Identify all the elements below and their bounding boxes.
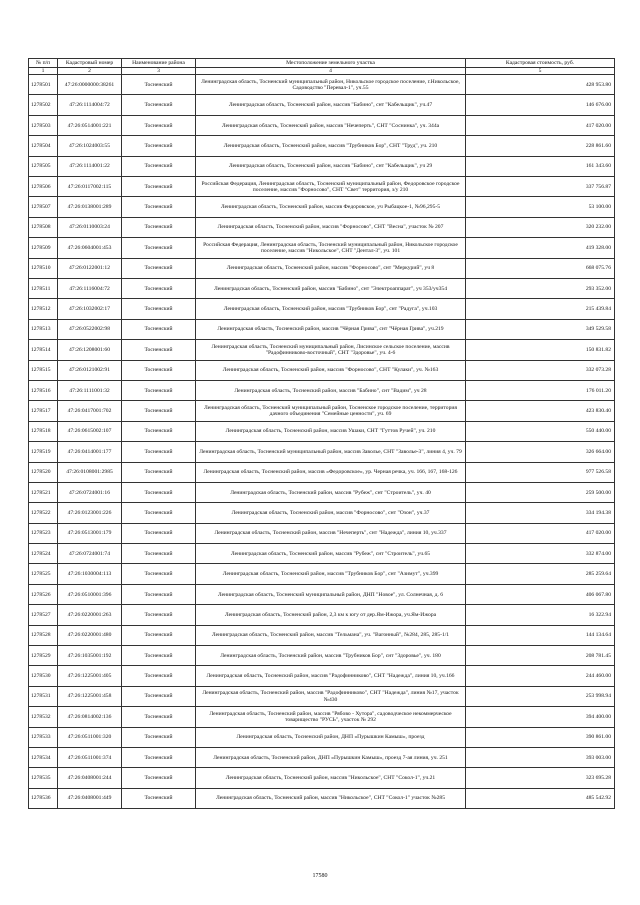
row-index: 1278531 xyxy=(29,686,58,706)
location: Ленинградская область, Тосненский район, массив "Бабино", снт "Кабельщик", уч 29 xyxy=(196,156,466,176)
document xyxy=(28,58,614,809)
table-row xyxy=(29,299,615,319)
cadastral-number: 47:26:0511001:374 xyxy=(58,747,122,767)
location: Ленинградская область, Тосненский район, массив "Трубников Бор", снт "Азимут", уч.399 xyxy=(196,564,466,584)
table-row xyxy=(29,462,615,482)
cadastral-number: 47:26:1225001:405 xyxy=(58,666,122,686)
location: Ленинградская область, Тосненский район, массив "Рубеж", снт "Строитель", уч.65 xyxy=(196,544,466,564)
district-name: Тосненский xyxy=(122,727,196,747)
cadastral-value: 428 953.80 xyxy=(466,75,615,95)
table-row xyxy=(29,238,615,258)
district-name: Тосненский xyxy=(122,401,196,421)
district-name: Тосненский xyxy=(122,462,196,482)
location: Ленинградская область, Тосненский район, массив "Форносово", снт "Озон", уч.37 xyxy=(196,503,466,523)
table-row xyxy=(29,747,615,767)
cadastral-number: 47:26:0511001:320 xyxy=(58,727,122,747)
table-row xyxy=(29,156,615,176)
table-body xyxy=(29,75,615,809)
district-name: Тосненский xyxy=(122,523,196,543)
table-row xyxy=(29,177,615,197)
cadastral-number: 47:26:0510001:396 xyxy=(58,584,122,604)
row-index: 1278523 xyxy=(29,523,58,543)
header-number: 5 xyxy=(466,68,615,75)
table-row xyxy=(29,727,615,747)
cadastral-value: 16 322.94 xyxy=(466,605,615,625)
row-index: 1278527 xyxy=(29,605,58,625)
cadastral-number: 47:26:0417001:702 xyxy=(58,401,122,421)
row-index: 1278521 xyxy=(29,482,58,502)
cadastral-value: 349 529.58 xyxy=(466,319,615,339)
header-number: 2 xyxy=(58,68,122,75)
table-row xyxy=(29,707,615,727)
row-index: 1278528 xyxy=(29,625,58,645)
location: Ленинградская область, Тосненский район, массив "Форносово", СНТ "Кулаки", уч. №163 xyxy=(196,360,466,380)
row-index: 1278509 xyxy=(29,238,58,258)
district-name: Тосненский xyxy=(122,95,196,115)
cadastral-value: 393 003.00 xyxy=(466,747,615,767)
location: Ленинградская область, Тосненский район, 2,3 км к югу от дер.Ям-Ижора, уч.Ям-Ижора xyxy=(196,605,466,625)
row-index: 1278526 xyxy=(29,584,58,604)
location: Ленинградская область, Тосненский муниципальный район, массив Заволье, СНТ "Заволье-3", линия 4, уч. 79 xyxy=(196,442,466,462)
cadastral-value: 550 440.00 xyxy=(466,421,615,441)
cadastral-value: 320 232.00 xyxy=(466,217,615,237)
table-row xyxy=(29,136,615,156)
row-index: 1278501 xyxy=(29,75,58,95)
location: Ленинградская область, Тосненский район, массив "Трубников Бор", снт "Радуга", уч.103 xyxy=(196,299,466,319)
cadastral-number: 47:26:0522002:98 xyxy=(58,319,122,339)
district-name: Тосненский xyxy=(122,564,196,584)
cadastral-value: 53 100.00 xyxy=(466,197,615,217)
district-name: Тосненский xyxy=(122,646,196,666)
cadastral-number: 47:26:0814002:136 xyxy=(58,707,122,727)
table-row xyxy=(29,686,615,706)
row-index: 1278535 xyxy=(29,768,58,788)
cadastral-value: 332 874.00 xyxy=(466,544,615,564)
district-name: Тосненский xyxy=(122,319,196,339)
table-row xyxy=(29,279,615,299)
row-index: 1278529 xyxy=(29,646,58,666)
cadastral-number: 47:26:0408001:449 xyxy=(58,788,122,808)
table-row xyxy=(29,625,615,645)
cadastral-value: 285 259.64 xyxy=(466,564,615,584)
table-row xyxy=(29,421,615,441)
page-number: 17580 xyxy=(312,873,328,879)
table-row xyxy=(29,115,615,135)
cadastral-number: 47:26:1030004:113 xyxy=(58,564,122,584)
cadastral-value: 419 328.00 xyxy=(466,238,615,258)
row-index: 1278513 xyxy=(29,319,58,339)
district-name: Тосненский xyxy=(122,340,196,360)
cadastral-number: 47:26:1032002:17 xyxy=(58,299,122,319)
cadastral-number: 47:26:0513001:179 xyxy=(58,523,122,543)
cadastral-value: 161 343.60 xyxy=(466,156,615,176)
header-value: Кадастровая стоимость, руб. xyxy=(466,59,615,68)
cadastral-number: 47:26:0220001:263 xyxy=(58,605,122,625)
cadastral-number: 47:26:0117002:115 xyxy=(58,177,122,197)
table-row xyxy=(29,380,615,400)
district-name: Тосненский xyxy=(122,299,196,319)
header-index: № п/п xyxy=(29,59,58,68)
district-name: Тосненский xyxy=(122,136,196,156)
cadastral-number: 47:26:0000000:38261 xyxy=(58,75,122,95)
header-number: 1 xyxy=(29,68,58,75)
cadastral-number: 47:26:0408001:244 xyxy=(58,768,122,788)
location: Ленинградская область, Тосненский район, массив "Нечеперть", СНТ "Соснинка", уч. 344а xyxy=(196,115,466,135)
cadastral-number: 47:26:0514001:221 xyxy=(58,115,122,135)
table-row xyxy=(29,523,615,543)
table-row xyxy=(29,544,615,564)
cadastral-value: 253 998.94 xyxy=(466,686,615,706)
header-cadastral-number: Кадастровый номер xyxy=(58,59,122,68)
row-index: 1278525 xyxy=(29,564,58,584)
cadastral-number: 47:26:1114001:22 xyxy=(58,156,122,176)
district-name: Тосненский xyxy=(122,686,196,706)
location: Ленинградская область, Тосненский район, массив "Форносово", СНТ "Весна", участок № 207 xyxy=(196,217,466,237)
cadastral-value: 390 861.00 xyxy=(466,727,615,747)
cadastral-number: 47:26:0414001:177 xyxy=(58,442,122,462)
location: Ленинградская область, Тосненский район, массив "Радофинниково", СНТ "Надежда", линия №17, участок №430 xyxy=(196,686,466,706)
table-row xyxy=(29,646,615,666)
cadastral-number: 47:26:1114004:72 xyxy=(58,95,122,115)
location: Ленинградская область, Тосненский район, массив "Бабино", снт "Электроаппарат", уч 353/уч354 xyxy=(196,279,466,299)
cadastral-number: 47:26:0122001:12 xyxy=(58,258,122,278)
location: Ленинградская область, Тосненский район, массив "Бабино", снт "Кабельщик", уч.47 xyxy=(196,95,466,115)
row-index: 1278514 xyxy=(29,340,58,360)
row-index: 1278503 xyxy=(29,115,58,135)
cadastral-value: 423 830.40 xyxy=(466,401,615,421)
cadastral-value: 406 067.80 xyxy=(466,584,615,604)
table-row xyxy=(29,503,615,523)
district-name: Тосненский xyxy=(122,156,196,176)
cadastral-value: 326 664.00 xyxy=(466,442,615,462)
district-name: Тосненский xyxy=(122,442,196,462)
row-index: 1278511 xyxy=(29,279,58,299)
cadastral-value: 417 020.00 xyxy=(466,115,615,135)
cadastral-number: 47:26:0724001:16 xyxy=(58,482,122,502)
row-index: 1278524 xyxy=(29,544,58,564)
table-row xyxy=(29,258,615,278)
location: Ленинградская область, Тосненский муниципальный район, Тосненское городское поселение, территория дачного объединения "Семейные ценности", уч. 69 xyxy=(196,401,466,421)
location: Ленинградская область, Тосненский район, массив "Трубников Бор", снт "Здоровье", уч. 180 xyxy=(196,646,466,666)
row-index: 1278508 xyxy=(29,217,58,237)
cadastral-value: 417 020.00 xyxy=(466,523,615,543)
district-name: Тосненский xyxy=(122,544,196,564)
cadastral-number: 47:26:1035001:192 xyxy=(58,646,122,666)
row-index: 1278512 xyxy=(29,299,58,319)
location: Ленинградская область, Тосненский район, ДНП «Пурышкин Камыш», проезд 7-ая линия, уч. 251 xyxy=(196,747,466,767)
location: Ленинградская область, Тосненский район, массив Ушаки, СНТ "Гуттов Ручей", уч. 210 xyxy=(196,421,466,441)
district-name: Тосненский xyxy=(122,747,196,767)
cadastral-value: 228 861.60 xyxy=(466,136,615,156)
header-number: 4 xyxy=(196,68,466,75)
district-name: Тосненский xyxy=(122,421,196,441)
location: Ленинградская область, Тосненский муниципальный район, ДНП "Новое", ул. Солнечная, д. 6 xyxy=(196,584,466,604)
district-name: Тосненский xyxy=(122,217,196,237)
cadastral-value: 334 194.38 xyxy=(466,503,615,523)
table-row xyxy=(29,197,615,217)
cadastral-number: 47:26:0123001:226 xyxy=(58,503,122,523)
location: Ленинградская область, Тосненский район, массив "Радофинниково", СНТ "Надежда", линия 10, уч.166 xyxy=(196,666,466,686)
district-name: Тосненский xyxy=(122,584,196,604)
cadastral-number: 47:26:0110003:24 xyxy=(58,217,122,237)
table-row xyxy=(29,564,615,584)
district-name: Тосненский xyxy=(122,360,196,380)
cadastral-value: 323 695.28 xyxy=(466,768,615,788)
district-name: Тосненский xyxy=(122,788,196,808)
district-name: Тосненский xyxy=(122,380,196,400)
cadastral-number: 47:26:0220001:480 xyxy=(58,625,122,645)
row-index: 1278517 xyxy=(29,401,58,421)
cadastral-number: 47:26:1225001:458 xyxy=(58,686,122,706)
row-index: 1278502 xyxy=(29,95,58,115)
cadastral-table xyxy=(28,58,615,809)
table-row xyxy=(29,482,615,502)
row-index: 1278506 xyxy=(29,177,58,197)
table-row xyxy=(29,360,615,380)
row-index: 1278505 xyxy=(29,156,58,176)
cadastral-value: 259 500.00 xyxy=(466,482,615,502)
header-district: Наименование района xyxy=(122,59,196,68)
cadastral-value: 668 075.76 xyxy=(466,258,615,278)
cadastral-value: 977 526.58 xyxy=(466,462,615,482)
cadastral-number: 47:26:1111001:32 xyxy=(58,380,122,400)
row-index: 1278536 xyxy=(29,788,58,808)
cadastral-value: 394 400.00 xyxy=(466,707,615,727)
table-row xyxy=(29,75,615,95)
table-row xyxy=(29,319,615,339)
header-row xyxy=(29,59,615,68)
cadastral-number: 47:26:1208001:60 xyxy=(58,340,122,360)
row-index: 1278518 xyxy=(29,421,58,441)
location: Ленинградская область, Тосненский район, массив Федоровское, уч Рыбацкое-1, №96,295-5 xyxy=(196,197,466,217)
cadastral-value: 215 439.84 xyxy=(466,299,615,319)
cadastral-number: 47:26:0108001:2985 xyxy=(58,462,122,482)
cadastral-value: 485 542.92 xyxy=(466,788,615,808)
row-index: 1278519 xyxy=(29,442,58,462)
cadastral-value: 150 831.82 xyxy=(466,340,615,360)
district-name: Тосненский xyxy=(122,503,196,523)
cadastral-value: 146 676.00 xyxy=(466,95,615,115)
cadastral-value: 208 781.45 xyxy=(466,646,615,666)
district-name: Тосненский xyxy=(122,75,196,95)
district-name: Тосненский xyxy=(122,115,196,135)
location: Ленинградская область, Тосненский район, массив "Рубеж", снт "Строитель", уч. 40 xyxy=(196,482,466,502)
district-name: Тосненский xyxy=(122,482,196,502)
table-row xyxy=(29,605,615,625)
header-location: Местоположение земельного участка xyxy=(196,59,466,68)
table-row xyxy=(29,442,615,462)
row-index: 1278530 xyxy=(29,666,58,686)
district-name: Тосненский xyxy=(122,666,196,686)
row-index: 1278522 xyxy=(29,503,58,523)
location: Ленинградская область, Тосненский район, массив "Чёрная Грива", снт "Чёрная Грива", уч.219 xyxy=(196,319,466,339)
cadastral-value: 176 011.20 xyxy=(466,380,615,400)
district-name: Тосненский xyxy=(122,279,196,299)
row-index: 1278507 xyxy=(29,197,58,217)
cadastral-value: 332 073.28 xyxy=(466,360,615,380)
table-row xyxy=(29,217,615,237)
cadastral-number: 47:26:1116004:72 xyxy=(58,279,122,299)
district-name: Тосненский xyxy=(122,258,196,278)
location: Ленинградская область, Тосненский район, массив "Форносово", снт "Меркурий", уч 8 xyxy=(196,258,466,278)
cadastral-number: 47:26:0121002:91 xyxy=(58,360,122,380)
cadastral-value: 293 352.00 xyxy=(466,279,615,299)
location: Ленинградская область, Тосненский район, массив "Нечеперть", снт "Надежда", линия 10, уч.337 xyxy=(196,523,466,543)
row-index: 1278515 xyxy=(29,360,58,380)
cadastral-value: 337 756.87 xyxy=(466,177,615,197)
row-index: 1278532 xyxy=(29,707,58,727)
table-row xyxy=(29,788,615,808)
location: Ленинградская область, Тосненский район, массив «Федоровское», ур. Черная речка, уч. 166, 167, 168-126 xyxy=(196,462,466,482)
location: Российская Федерация, Ленинградская область, Тосненский муниципальный район, Федоровское городское поселение, массив "Форносово", СНТ "Свет" территория, з/у 210 xyxy=(196,177,466,197)
cadastral-number: 47:26:0138001:289 xyxy=(58,197,122,217)
table-row xyxy=(29,584,615,604)
district-name: Тосненский xyxy=(122,238,196,258)
cadastral-number: 47:26:0724001:74 xyxy=(58,544,122,564)
cadastral-number: 47:26:0604001:453 xyxy=(58,238,122,258)
district-name: Тосненский xyxy=(122,605,196,625)
location: Ленинградская область, Тосненский район, массив "Рябово - Хутора", садоводческое некоммерческое товарищество "РУСЬ", участок № 292 xyxy=(196,707,466,727)
row-index: 1278533 xyxy=(29,727,58,747)
table-row xyxy=(29,768,615,788)
location: Ленинградская область, Тосненский район, массив "Тельмана", уч. "Вагонный", №284, 285, 285-1/1 xyxy=(196,625,466,645)
table-row xyxy=(29,340,615,360)
cadastral-value: 244 460.00 xyxy=(466,666,615,686)
location: Ленинградская область, Тосненский район, массив "Бабино", снт "Вадим", уч 28 xyxy=(196,380,466,400)
district-name: Тосненский xyxy=(122,625,196,645)
row-index: 1278520 xyxy=(29,462,58,482)
location: Российская Федерация, Ленинградская область, Тосненский муниципальный район, Никольское городское поселение, массив "Никольское", СНТ "Дентал-3", уч. 101 xyxy=(196,238,466,258)
location: Ленинградская область, Тосненский район, ДНП «Пурышкин Камыш», проезд xyxy=(196,727,466,747)
header-number: 3 xyxy=(122,68,196,75)
district-name: Тосненский xyxy=(122,197,196,217)
location: Ленинградская область, Тосненский муниципальный район, Никольское городское поселение, г.Никольское, Садоводство "Перевал-1", уч.55 xyxy=(196,75,466,95)
cadastral-number: 47:26:1024003:55 xyxy=(58,136,122,156)
district-name: Тосненский xyxy=(122,768,196,788)
row-index: 1278516 xyxy=(29,380,58,400)
cadastral-value: 144 134.64 xyxy=(466,625,615,645)
header-numbers-row xyxy=(29,68,615,75)
location: Ленинградская область, Тосненский район, массив "Никольское", СНТ "Сокол-1", уч.21 xyxy=(196,768,466,788)
row-index: 1278510 xyxy=(29,258,58,278)
cadastral-number: 47:26:0615002:107 xyxy=(58,421,122,441)
location: Ленинградская область, Тосненский район, массив "Трубников Бор", СНТ "Труд", уч. 210 xyxy=(196,136,466,156)
row-index: 1278534 xyxy=(29,747,58,767)
location: Ленинградская область, Тосненский район, массив "Никольское", СНТ "Сокол-1" участок №285 xyxy=(196,788,466,808)
district-name: Тосненский xyxy=(122,707,196,727)
table-row xyxy=(29,95,615,115)
row-index: 1278504 xyxy=(29,136,58,156)
table-row xyxy=(29,401,615,421)
table-row xyxy=(29,666,615,686)
district-name: Тосненский xyxy=(122,177,196,197)
location: Ленинградская область, Тосненский муниципальный район, Лисинское сельское поселение, массив "Радофинниково-восточный", СНТ "Здоровье", уч. 4-6 xyxy=(196,340,466,360)
